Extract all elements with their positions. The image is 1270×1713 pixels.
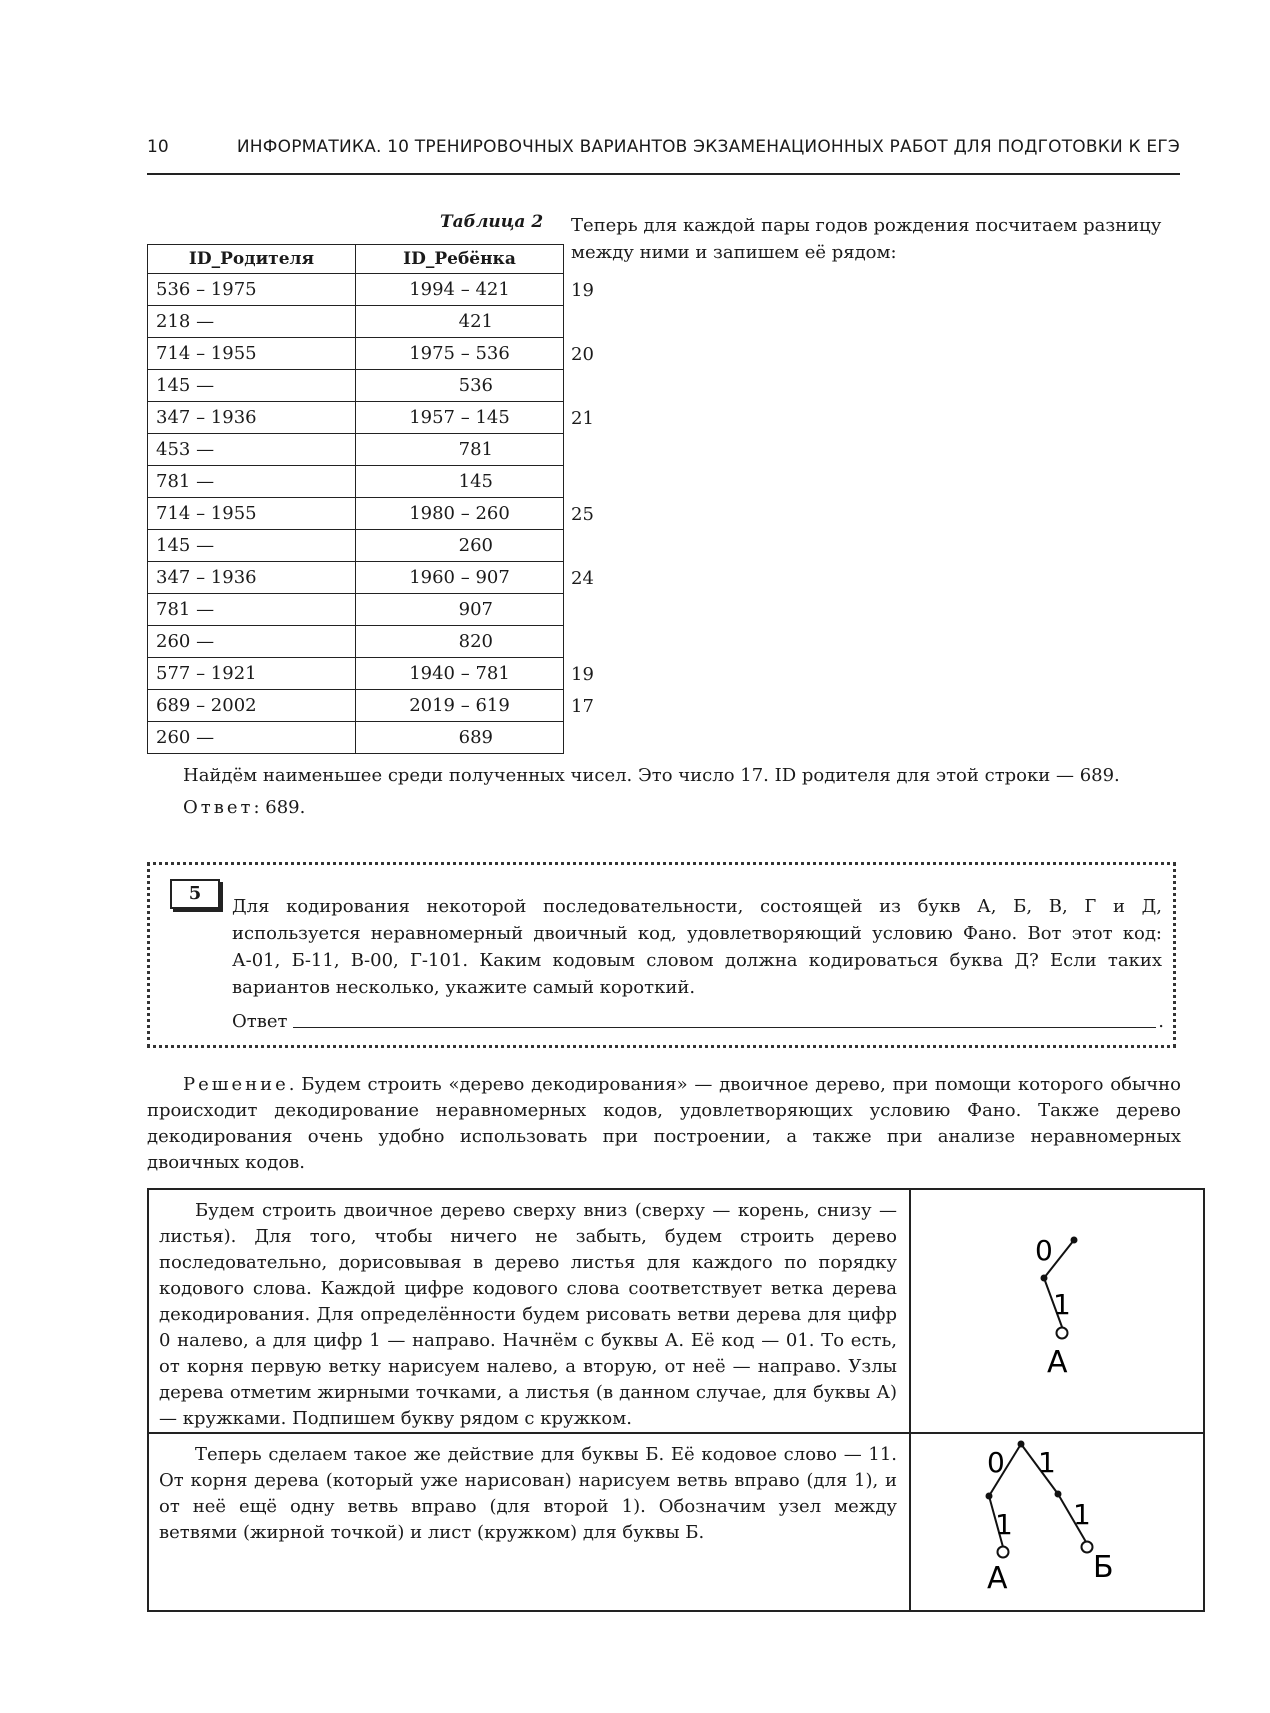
- parent-id-cell: 145 —: [148, 370, 356, 402]
- leaf-label: А: [987, 1561, 1008, 1596]
- step-row: [148, 1433, 1204, 1611]
- root-node: [1018, 1441, 1025, 1448]
- parent-id-cell: 781 —: [148, 466, 356, 498]
- child-id-value: 1994 – 421: [409, 279, 510, 300]
- table-row: [148, 274, 564, 306]
- parent-id-cell: 577 – 1921: [148, 658, 356, 690]
- answer-blank-line[interactable]: [293, 1013, 1156, 1028]
- child-id-value: 907: [458, 599, 493, 620]
- edge-label: 1: [995, 1508, 1013, 1541]
- child-id-cell: [356, 562, 564, 594]
- step-row: [148, 1189, 1204, 1433]
- table-row: [148, 402, 564, 434]
- leaf-label: Б: [1093, 1550, 1114, 1585]
- child-id-value: 2019 – 619: [409, 695, 510, 716]
- solution-label: Решение: [183, 1074, 289, 1095]
- difference-value: [571, 595, 594, 627]
- table-row: [148, 370, 564, 402]
- task-answer-row: [232, 1011, 1164, 1032]
- table-row: [148, 466, 564, 498]
- parent-id-cell: 347 – 1936: [148, 562, 356, 594]
- child-id-cell: [356, 594, 564, 626]
- table-row: [148, 338, 564, 370]
- child-id-cell: [356, 530, 564, 562]
- difference-note: Теперь для каждой пары годов рождения посчитаем разницу между ними и запишем её рядом:: [571, 215, 1162, 263]
- table-row: [148, 626, 564, 658]
- steps-table: [147, 1188, 1205, 1612]
- answer-label: Ответ: [183, 797, 254, 818]
- child-id-value: 1957 – 145: [409, 407, 510, 428]
- child-id-cell: [356, 498, 564, 530]
- edge-label: 1: [1073, 1498, 1091, 1531]
- table-row: [148, 594, 564, 626]
- difference-value: 19: [571, 664, 594, 685]
- tree-figure-b: [910, 1433, 1204, 1611]
- child-id-cell: [356, 434, 564, 466]
- difference-value: 24: [571, 568, 594, 589]
- child-id-value: 1960 – 907: [409, 567, 510, 588]
- leaf-label: А: [1047, 1345, 1068, 1380]
- table-row: [148, 498, 564, 530]
- table-body: [148, 274, 564, 754]
- decoding-tree-b: [911, 1434, 1203, 1602]
- table-header-parent: ID_Родителя: [148, 245, 356, 274]
- table-row: [148, 306, 564, 338]
- difference-column: [571, 275, 594, 755]
- child-id-cell: [356, 338, 564, 370]
- difference-value: 20: [571, 344, 594, 365]
- parent-id-cell: 347 – 1936: [148, 402, 356, 434]
- table-row: [148, 434, 564, 466]
- child-id-value: 421: [458, 311, 493, 332]
- answer-value: : 689.: [253, 797, 306, 818]
- table-row: [148, 530, 564, 562]
- child-id-value: 145: [458, 471, 493, 492]
- difference-value: [571, 307, 594, 339]
- table-row: [148, 690, 564, 722]
- difference-value: [571, 531, 594, 563]
- difference-value: 25: [571, 504, 594, 525]
- table-row: [148, 658, 564, 690]
- parent-id-cell: 536 – 1975: [148, 274, 356, 306]
- solution-paragraph: [147, 1072, 1181, 1176]
- parent-id-cell: 714 – 1955: [148, 498, 356, 530]
- task-box: [147, 862, 1176, 1048]
- table-row: [148, 562, 564, 594]
- parent-id-cell: 260 —: [148, 722, 356, 754]
- leaf-node: [998, 1547, 1009, 1558]
- edge-label: 1: [1053, 1288, 1071, 1321]
- decoding-tree-a: [911, 1190, 1203, 1418]
- parent-id-cell: 218 —: [148, 306, 356, 338]
- child-id-cell: [356, 722, 564, 754]
- child-id-value: 536: [458, 375, 493, 396]
- parent-id-cell: 260 —: [148, 626, 356, 658]
- table-caption: Таблица 2: [440, 212, 544, 232]
- child-id-cell: [356, 658, 564, 690]
- tree-node: [1041, 1275, 1048, 1282]
- child-id-cell: [356, 402, 564, 434]
- child-id-value: 1940 – 781: [409, 663, 510, 684]
- child-id-value: 260: [458, 535, 493, 556]
- solution-text: . Будем строить «дерево декодирования» — двоичное дерево, при помощи которого обычно происходит декодирование неравномерных кодов, удовлетворяющих условию Фано. Также дерево декодирования очень удобно использовать при построении, а также при анализе неравномерных двоичных кодов.: [147, 1074, 1181, 1173]
- step-text: Теперь сделаем такое же действие для буквы Б. Её кодовое слово — 11. От корня дерева (который уже нарисован) нарисуем ветвь вправо (для 1), и от неё ещё одну ветвь вправо (для второй 1). Обозначим узел между ветвями (жирной точкой) и лист (кружком) для буквы Б.: [148, 1433, 910, 1611]
- child-id-value: 820: [458, 631, 493, 652]
- task-text: Для кодирования некоторой последовательности, состоящей из букв А, Б, В, Г и Д, используется неравномерный двоичный код, удовлетворяющий условию Фано. Вот этот код: А-01, Б-11, В-00, Г-101. Каким кодовым словом должна кодироваться буква Д? Если таких вариантов несколько, укажите самый короткий.: [232, 896, 1162, 998]
- parent-id-cell: 781 —: [148, 594, 356, 626]
- running-title: ИНФОРМАТИКА. 10 ТРЕНИРОВОЧНЫХ ВАРИАНТОВ ЭКЗАМЕНАЦИОННЫХ РАБОТ ДЛЯ ПОДГОТОВКИ К ЕГЭ: [236, 137, 1180, 157]
- child-id-value: 781: [458, 439, 493, 460]
- child-id-cell: [356, 626, 564, 658]
- result-paragraph: Найдём наименьшее среди полученных чисел. Это число 17. ID родителя для этой строки — 689.: [183, 765, 1120, 786]
- child-id-cell: [356, 370, 564, 402]
- difference-value: [571, 435, 594, 467]
- difference-value: [571, 627, 594, 659]
- tree-figure-a: [910, 1189, 1204, 1433]
- difference-value: [571, 723, 594, 755]
- task-number: 5: [170, 879, 220, 909]
- parent-id-cell: 453 —: [148, 434, 356, 466]
- task-answer-end: .: [1158, 1011, 1164, 1032]
- leaf-node: [1082, 1542, 1093, 1553]
- edge-label: 1: [1038, 1446, 1056, 1479]
- parent-id-cell: 689 – 2002: [148, 690, 356, 722]
- parent-id-cell: 145 —: [148, 530, 356, 562]
- tree-node: [986, 1493, 993, 1500]
- parent-child-table: [147, 244, 564, 754]
- answer-line: [183, 797, 305, 818]
- task-answer-label: Ответ: [232, 1011, 288, 1032]
- edge-label: 0: [1035, 1234, 1053, 1267]
- child-id-value: 689: [458, 727, 493, 748]
- tree-node: [1055, 1491, 1062, 1498]
- child-id-value: 1980 – 260: [409, 503, 510, 524]
- difference-value: 21: [571, 408, 594, 429]
- difference-value: 19: [571, 280, 594, 301]
- difference-value: [571, 467, 594, 499]
- edge-label: 0: [987, 1446, 1005, 1479]
- difference-value: [571, 371, 594, 403]
- step-text: Будем строить двоичное дерево сверху вниз (сверху — корень, снизу — листья). Для того, чтобы ничего не забыть, будем строить дерево последовательно, дорисовывая в дерево листья для каждого по порядку кодового слова. Каждой цифре кодового слова соответствует ветка дерева декодирования. Для определённости будем рисовать ветви дерева для цифр 0 налево, а для цифр 1 — направо. Начнём с буквы А. Её код — 01. То есть, от корня первую ветку нарисуем налево, а вторую, от неё — направо. Узлы дерева отметим жирными точками, а листья (в данном случае, для буквы А) — кружками. Подпишем букву рядом с кружком.: [148, 1189, 910, 1433]
- child-id-cell: [356, 690, 564, 722]
- child-id-cell: [356, 274, 564, 306]
- table-row: [148, 722, 564, 754]
- page-header: [147, 131, 1180, 175]
- table-header-child: ID_Ребёнка: [356, 245, 564, 274]
- parent-id-cell: 714 – 1955: [148, 338, 356, 370]
- root-node: [1071, 1237, 1078, 1244]
- leaf-node: [1057, 1328, 1068, 1339]
- page-number: 10: [147, 137, 169, 157]
- difference-value: 17: [571, 696, 594, 717]
- child-id-cell: [356, 306, 564, 338]
- child-id-cell: [356, 466, 564, 498]
- child-id-value: 1975 – 536: [409, 343, 510, 364]
